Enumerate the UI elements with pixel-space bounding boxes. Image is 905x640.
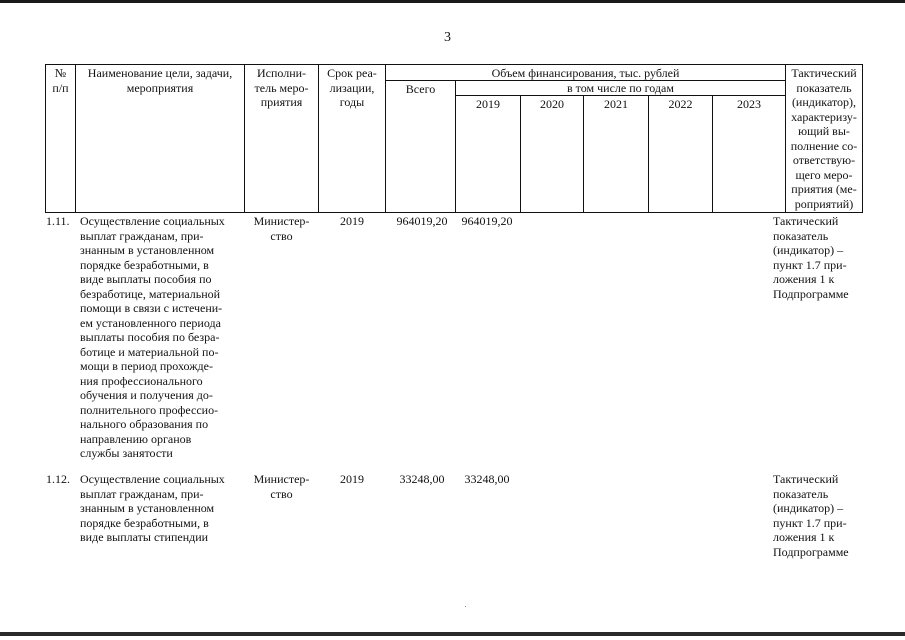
- row-total: 964019,20: [396, 214, 448, 228]
- header-funding: Объем финансирования, тыс. рублей: [491, 66, 680, 80]
- header-executor: Исполни- тель меро- приятия: [254, 66, 309, 109]
- scan-edge-bottom: [0, 632, 905, 636]
- row-executor: Министер- ство: [253, 472, 310, 501]
- header-by-years: в том числе по годам: [567, 81, 674, 95]
- row-2019: 964019,20: [461, 214, 513, 228]
- header-year-2023: 2023: [737, 97, 761, 111]
- row-name: Осуществление социальных выплат гражданам, при- знанным в установленном порядке безработными, в виде выплаты стипендии: [80, 472, 225, 544]
- col-divider-2021: [583, 95, 584, 213]
- row-term: 2019: [340, 214, 364, 228]
- table-top-border: [45, 64, 862, 65]
- row-num: 1.12.: [46, 472, 70, 486]
- header-num: № п/п: [52, 66, 69, 95]
- row-total: 33248,00: [399, 472, 445, 486]
- header-total: Всего: [405, 82, 436, 96]
- header-bottom-border: [45, 212, 862, 213]
- col-divider-2020: [520, 95, 521, 213]
- header-year-2021: 2021: [604, 97, 628, 111]
- header-year-2022: 2022: [668, 97, 693, 111]
- scan-edge-top: [0, 0, 905, 3]
- header-year-2019: 2019: [476, 97, 500, 111]
- row-name: Осуществление социальных выплат гражданам, при- знанным в установленном порядке безработными, в виде выплаты пособия по безработице, материальной помощи в связи с истечени- ем установленного периода выплаты пособия по безра- ботице и материальной по- мощи в период прохожде- ния профессионального обучения и получения до- полнительного профессио- нального образования по направлению органов службы занятости: [80, 214, 225, 460]
- page-number: 3: [444, 30, 451, 45]
- header-indicator: Тактический показатель (индикатор), характеризу- ющий вы- полнение со- ответствую- щего меро- приятия (ме- роприятий): [790, 66, 858, 211]
- row-term: 2019: [340, 472, 364, 486]
- col-divider-2022: [648, 95, 649, 213]
- col-divider-2023: [712, 95, 713, 213]
- row-num: 1.11.: [46, 214, 70, 228]
- scan-speck: [465, 606, 466, 607]
- header-name: Наименование цели, задачи, мероприятия: [87, 66, 233, 95]
- row-executor: Министер- ство: [253, 214, 310, 243]
- row-indicator: Тактический показатель (индикатор) – пункт 1.7 при- ложения 1 к Подпрограмме: [773, 214, 849, 301]
- table-right-border: [862, 64, 863, 213]
- header-term: Срок реа- лизации, годы: [327, 66, 377, 109]
- row-2019: 33248,00: [464, 472, 510, 486]
- row-indicator: Тактический показатель (индикатор) – пункт 1.7 при- ложения 1 к Подпрограмме: [773, 472, 849, 559]
- header-year-2020: 2020: [540, 97, 564, 111]
